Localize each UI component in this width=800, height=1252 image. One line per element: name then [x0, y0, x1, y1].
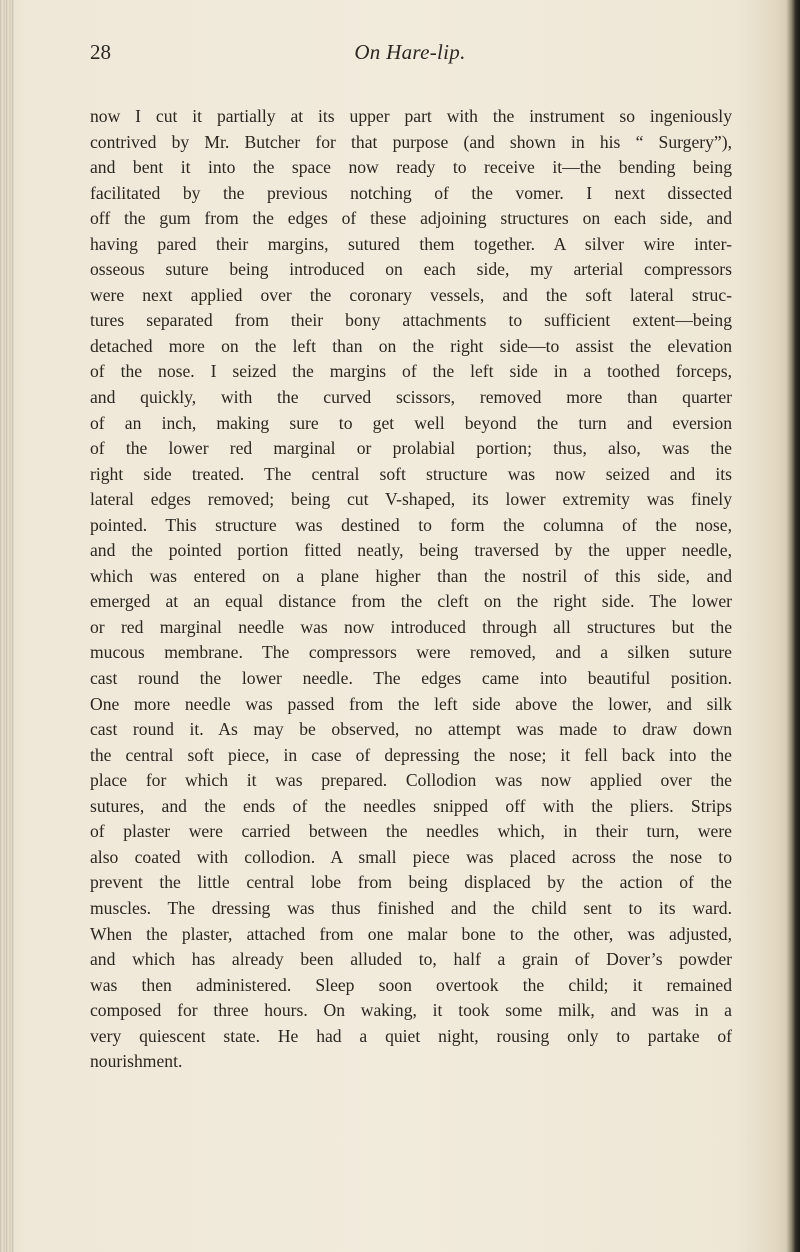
text-line: place for which it was prepared. Collodion was now applied over the — [90, 770, 732, 791]
text-line: and quickly, with the curved scissors, removed more than quarter — [90, 387, 732, 408]
text-line: were next applied over the coronary vessels, and the soft lateral struc- — [90, 284, 732, 305]
text-line: emerged at an equal distance from the cleft on the right side. The lower — [90, 591, 732, 612]
text-line: right side treated. The central soft structure was now seized and its — [90, 463, 732, 484]
text-line: of plaster were carried between the needles which, in their turn, were — [90, 821, 732, 842]
text-line: mucous membrane. The compressors were removed, and a silken suture — [90, 642, 732, 663]
text-line: of an inch, making sure to get well beyond the turn and eversion — [90, 412, 732, 433]
page-fore-edge — [786, 0, 800, 1252]
page-number: 28 — [90, 40, 111, 64]
text-line: now I cut it partially at its upper part with the instrument so ingeniously — [90, 106, 732, 126]
text-line: off the gum from the edges of these adjoining structures on each side, and — [90, 208, 732, 229]
text-line: pointed. This structure was destined to form the columna of the nose, — [90, 514, 732, 535]
text-line: also coated with collodion. A small piece was placed across the nose to — [90, 846, 732, 867]
text-line: muscles. The dressing was thus finished and the child sent to its ward. — [90, 897, 732, 918]
body-paragraph — [90, 104, 732, 1075]
text-line: detached more on the left than on the right side—to assist the elevation — [90, 335, 732, 356]
page-binding-edge — [0, 0, 14, 1252]
text-line: which was entered on a plane higher than the nostril of this side, and — [90, 565, 732, 586]
text-line: composed for three hours. On waking, it took some milk, and was in a — [90, 1000, 732, 1021]
text-line: cast round the lower needle. The edges came into beautiful position. — [90, 668, 732, 689]
running-title: On Hare-lip. — [354, 40, 466, 64]
text-line: contrived by Mr. Butcher for that purpose (and shown in his “ Surgery”), — [90, 131, 732, 152]
text-line: When the plaster, attached from one malar bone to the other, was adjusted, — [90, 923, 732, 944]
text-line: tures separated from their bony attachments to sufficient extent—being — [90, 310, 732, 331]
text-line: and the pointed portion fitted neatly, being traversed by the upper needle, — [90, 540, 732, 561]
text-line: and bent it into the space now ready to receive it—the bending being — [90, 157, 732, 178]
text-line: having pared their margins, sutured them together. A silver wire inter- — [90, 233, 732, 254]
text-line: or red marginal needle was now introduced through all structures but the — [90, 616, 732, 637]
text-line: facilitated by the previous notching of the vomer. I next dissected — [90, 182, 732, 203]
text-line: prevent the little central lobe from being displaced by the action of the — [90, 872, 732, 893]
text-line: very quiescent state. He had a quiet night, rousing only to partake of — [90, 1025, 732, 1046]
text-line: One more needle was passed from the left side above the lower, and silk — [90, 693, 732, 714]
text-line: sutures, and the ends of the needles snipped off with the pliers. Strips — [90, 795, 732, 816]
text-line: of the nose. I seized the margins of the left side in a toothed forceps, — [90, 361, 732, 382]
text-line: osseous suture being introduced on each side, my arterial compressors — [90, 259, 732, 280]
text-line: cast round it. As may be observed, no attempt was made to draw down — [90, 719, 732, 740]
text-line: the central soft piece, in case of depressing the nose; it fell back into the — [90, 744, 732, 765]
text-line: lateral edges removed; being cut V-shaped, its lower extremity was finely — [90, 489, 732, 510]
text-line: and which has already been alluded to, half a grain of Dover’s powder — [90, 949, 732, 970]
text-line: was then administered. Sleep soon overtook the child; it remained — [90, 974, 732, 995]
text-line: of the lower red marginal or prolabial portion; thus, also, was the — [90, 438, 732, 459]
page-header — [90, 40, 730, 76]
text-line: nourishment. — [90, 1051, 183, 1072]
